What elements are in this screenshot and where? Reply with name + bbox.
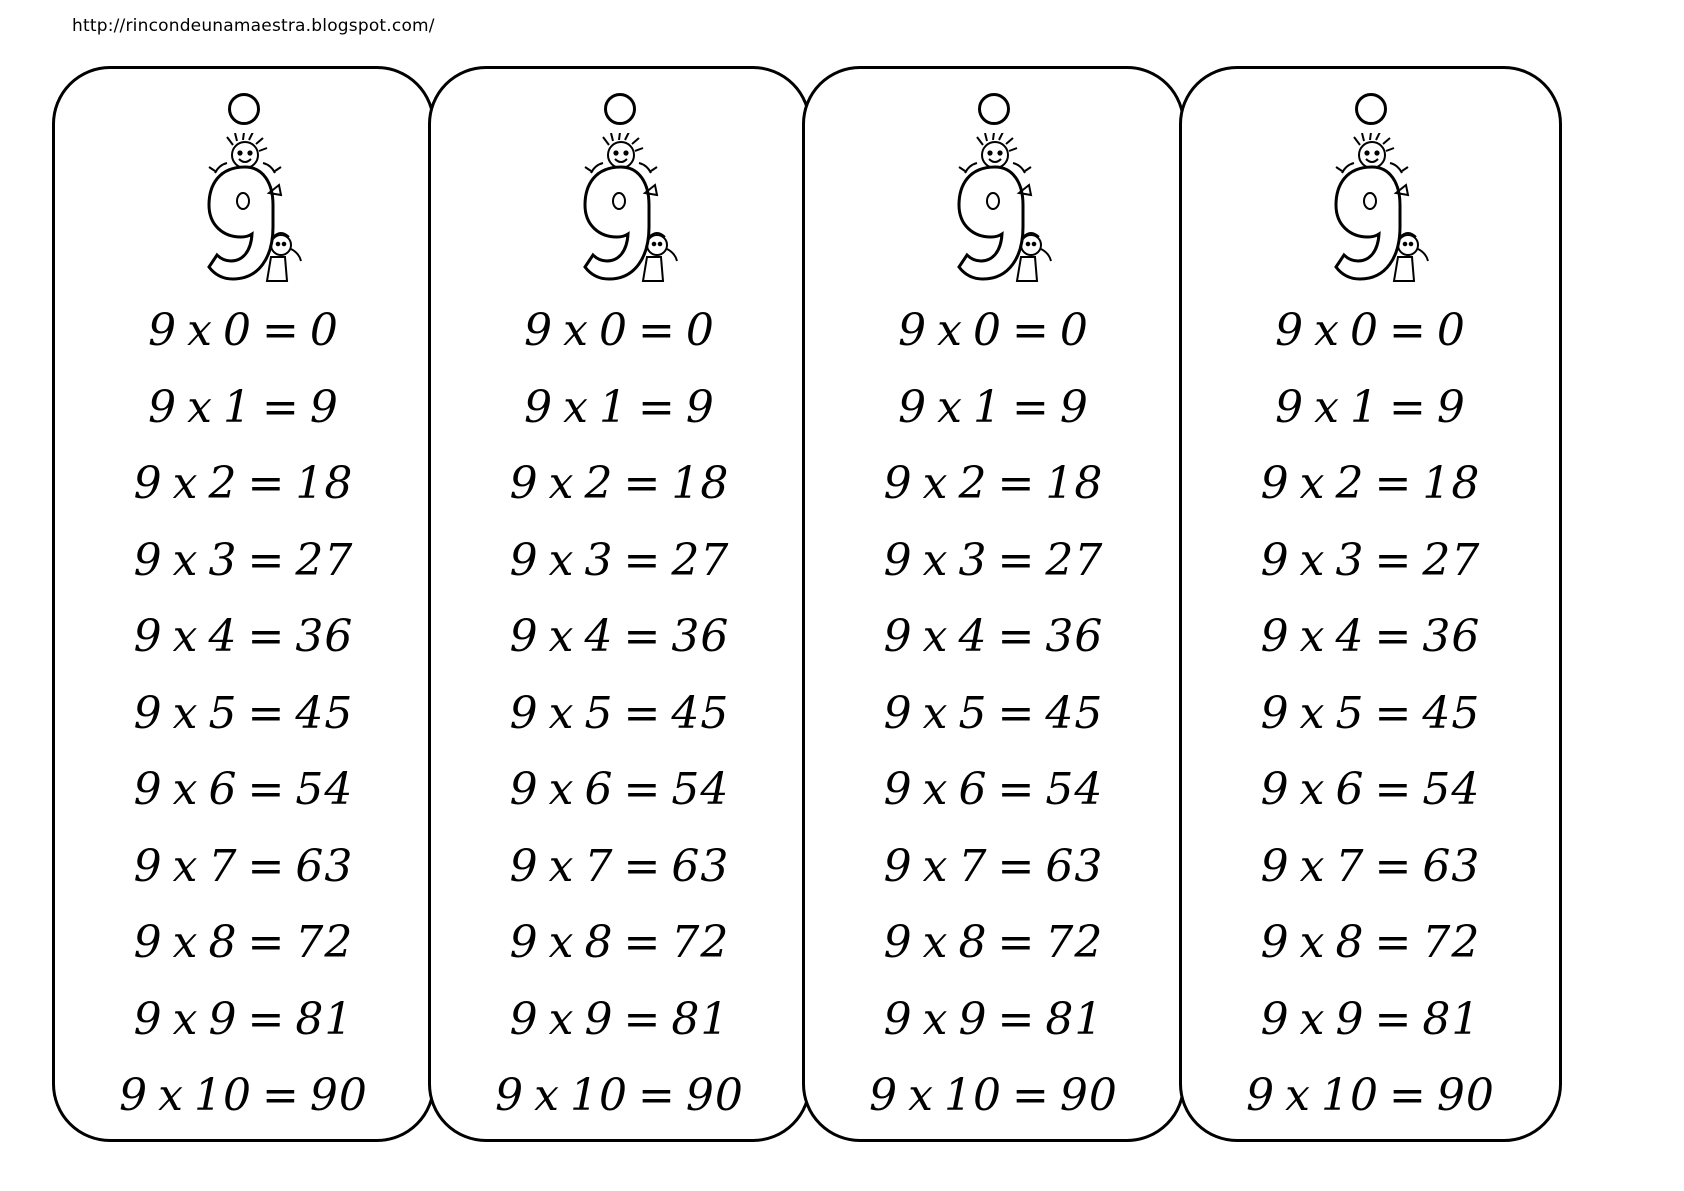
- product: 54: [1422, 764, 1481, 815]
- table-row: [55, 446, 432, 523]
- equals-sign: =: [247, 534, 286, 586]
- factor-a: 9: [133, 458, 163, 509]
- table-row: [1182, 446, 1559, 523]
- factor-a: 9: [133, 993, 163, 1045]
- times-sign: x: [563, 381, 589, 433]
- product: 81: [1422, 993, 1481, 1045]
- table-row: [55, 1058, 432, 1135]
- times-sign: x: [922, 917, 949, 968]
- factor-a: 9: [509, 611, 539, 662]
- factor-b: 6: [584, 764, 614, 815]
- times-sign: x: [548, 840, 575, 892]
- factor-a: 9: [1260, 458, 1290, 509]
- factor-a: 9: [1260, 687, 1290, 739]
- table-row: [805, 523, 1182, 600]
- factor-a: 9: [133, 917, 163, 968]
- factor-b: 2: [584, 458, 614, 509]
- factor-a: 9: [883, 764, 913, 815]
- factor-a: 9: [883, 534, 913, 586]
- times-sign: x: [1299, 764, 1326, 815]
- factor-a: 9: [509, 764, 539, 815]
- table-row: [55, 752, 432, 829]
- factor-a: 9: [869, 1070, 899, 1121]
- product: 63: [295, 840, 354, 892]
- times-sign: x: [922, 534, 949, 586]
- equals-sign: =: [637, 1070, 676, 1121]
- equals-sign: =: [637, 305, 676, 356]
- product: 72: [1045, 917, 1104, 968]
- times-sign: x: [922, 993, 949, 1045]
- factor-b: 0: [222, 305, 252, 356]
- table-row: [805, 446, 1182, 523]
- times-sign: x: [1285, 1070, 1311, 1121]
- equals-sign: =: [997, 764, 1036, 815]
- table-row: [431, 676, 808, 753]
- table-row: [55, 829, 432, 906]
- factor-b: 4: [1335, 611, 1365, 662]
- bookmark-sheet: [52, 66, 1660, 1142]
- product: 63: [671, 840, 730, 892]
- equals-sign: =: [261, 381, 300, 433]
- equals-sign: =: [997, 993, 1036, 1045]
- equals-sign: =: [1388, 381, 1427, 433]
- table-row: [55, 523, 432, 600]
- factor-b: 8: [958, 917, 988, 968]
- product: 54: [671, 764, 730, 815]
- equals-sign: =: [247, 458, 286, 509]
- factor-b: 5: [584, 687, 614, 739]
- factor-a: 9: [883, 840, 913, 892]
- product: 90: [1436, 1070, 1495, 1121]
- hole-punch-icon: [228, 93, 260, 125]
- equals-sign: =: [1374, 611, 1413, 662]
- factor-b: 1: [972, 381, 1002, 433]
- multiplication-table: [805, 293, 1182, 1135]
- factor-a: 9: [148, 305, 178, 356]
- factor-b: 10: [569, 1070, 628, 1121]
- factor-b: 7: [584, 840, 614, 892]
- equals-sign: =: [261, 1070, 300, 1121]
- table-row: [1182, 676, 1559, 753]
- equals-sign: =: [247, 993, 286, 1045]
- times-sign: x: [1299, 993, 1326, 1045]
- table-row: [1182, 982, 1559, 1059]
- hole-punch-icon: [604, 93, 636, 125]
- factor-a: 9: [1260, 993, 1290, 1045]
- equals-sign: =: [997, 687, 1036, 739]
- equals-sign: =: [997, 840, 1036, 892]
- factor-b: 4: [958, 611, 988, 662]
- product: 18: [295, 458, 354, 509]
- factor-b: 6: [208, 764, 238, 815]
- times-sign: x: [1314, 381, 1340, 433]
- table-row: [431, 1058, 808, 1135]
- factor-b: 2: [208, 458, 238, 509]
- times-sign: x: [922, 687, 949, 739]
- times-sign: x: [158, 1070, 184, 1121]
- product: 0: [1059, 305, 1089, 356]
- factor-a: 9: [898, 381, 928, 433]
- factor-b: 8: [1335, 917, 1365, 968]
- factor-a: 9: [1275, 381, 1305, 433]
- equals-sign: =: [247, 687, 286, 739]
- equals-sign: =: [1374, 687, 1413, 739]
- product: 36: [1422, 611, 1481, 662]
- times-sign: x: [548, 917, 575, 968]
- equals-sign: =: [623, 534, 662, 586]
- product: 36: [1045, 611, 1104, 662]
- factor-b: 6: [1335, 764, 1365, 815]
- product: 45: [671, 687, 730, 739]
- times-sign: x: [1314, 305, 1340, 356]
- factor-b: 10: [193, 1070, 252, 1121]
- factor-b: 6: [958, 764, 988, 815]
- times-sign: x: [548, 687, 575, 739]
- factor-a: 9: [883, 458, 913, 509]
- table-row: [431, 446, 808, 523]
- times-sign: x: [548, 993, 575, 1045]
- equals-sign: =: [623, 764, 662, 815]
- factor-a: 9: [509, 917, 539, 968]
- table-row: [805, 982, 1182, 1059]
- multiplication-table: [1182, 293, 1559, 1135]
- factor-b: 2: [958, 458, 988, 509]
- product: 9: [309, 381, 339, 433]
- product: 81: [1045, 993, 1104, 1045]
- hole-punch-icon: [978, 93, 1010, 125]
- factor-a: 9: [509, 840, 539, 892]
- times-sign: x: [1299, 611, 1326, 662]
- product: 9: [1436, 381, 1466, 433]
- table-row: [55, 676, 432, 753]
- product: 0: [1436, 305, 1466, 356]
- factor-b: 5: [958, 687, 988, 739]
- factor-b: 7: [208, 840, 238, 892]
- table-row: [1182, 293, 1559, 370]
- times-sign: x: [937, 305, 963, 356]
- table-row: [431, 829, 808, 906]
- factor-b: 5: [208, 687, 238, 739]
- source-url: http://rincondeunamaestra.blogspot.com/: [72, 16, 435, 36]
- equals-sign: =: [997, 458, 1036, 509]
- times-sign: x: [534, 1070, 560, 1121]
- factor-a: 9: [119, 1070, 149, 1121]
- factor-a: 9: [1260, 917, 1290, 968]
- table-row: [55, 370, 432, 447]
- factor-b: 4: [208, 611, 238, 662]
- product: 9: [1059, 381, 1089, 433]
- factor-a: 9: [509, 687, 539, 739]
- times-sign: x: [172, 840, 199, 892]
- factor-a: 9: [509, 534, 539, 586]
- equals-sign: =: [1011, 305, 1050, 356]
- equals-sign: =: [1011, 381, 1050, 433]
- product: 36: [295, 611, 354, 662]
- times-sign: x: [187, 381, 213, 433]
- product: 90: [1059, 1070, 1118, 1121]
- bookmark-card-1: [52, 66, 435, 1142]
- times-sign: x: [172, 687, 199, 739]
- factor-b: 10: [1320, 1070, 1379, 1121]
- factor-b: 4: [584, 611, 614, 662]
- factor-b: 3: [208, 534, 238, 586]
- times-sign: x: [922, 764, 949, 815]
- product: 27: [1045, 534, 1104, 586]
- table-row: [805, 752, 1182, 829]
- times-sign: x: [1299, 687, 1326, 739]
- product: 18: [671, 458, 730, 509]
- factor-b: 5: [1335, 687, 1365, 739]
- table-row: [805, 905, 1182, 982]
- equals-sign: =: [1374, 764, 1413, 815]
- factor-b: 0: [972, 305, 1002, 356]
- factor-a: 9: [524, 381, 554, 433]
- factor-a: 9: [133, 764, 163, 815]
- table-row: [431, 293, 808, 370]
- multiplication-table: [431, 293, 808, 1135]
- factor-b: 1: [598, 381, 628, 433]
- factor-b: 10: [943, 1070, 1002, 1121]
- table-row: [805, 370, 1182, 447]
- times-sign: x: [1299, 840, 1326, 892]
- product: 9: [685, 381, 715, 433]
- factor-b: 9: [1335, 993, 1365, 1045]
- factor-a: 9: [509, 993, 539, 1045]
- table-row: [431, 982, 808, 1059]
- table-row: [431, 599, 808, 676]
- equals-sign: =: [1388, 1070, 1427, 1121]
- table-row: [1182, 523, 1559, 600]
- times-sign: x: [922, 611, 949, 662]
- product: 72: [671, 917, 730, 968]
- product: 72: [1422, 917, 1481, 968]
- table-row: [431, 905, 808, 982]
- factor-a: 9: [1260, 611, 1290, 662]
- table-row: [805, 1058, 1182, 1135]
- times-sign: x: [563, 305, 589, 356]
- product: 0: [309, 305, 339, 356]
- product: 27: [295, 534, 354, 586]
- equals-sign: =: [997, 917, 1036, 968]
- product: 90: [685, 1070, 744, 1121]
- times-sign: x: [908, 1070, 934, 1121]
- factor-a: 9: [1275, 305, 1305, 356]
- times-sign: x: [548, 611, 575, 662]
- factor-b: 0: [1349, 305, 1379, 356]
- product: 27: [1422, 534, 1481, 586]
- product: 81: [671, 993, 730, 1045]
- factor-b: 3: [1335, 534, 1365, 586]
- table-row: [1182, 1058, 1559, 1135]
- product: 63: [1422, 840, 1481, 892]
- factor-b: 9: [958, 993, 988, 1045]
- times-sign: x: [1299, 534, 1326, 586]
- factor-a: 9: [1260, 840, 1290, 892]
- number-nine-kids-icon: [1306, 133, 1436, 293]
- product: 36: [671, 611, 730, 662]
- table-row: [431, 370, 808, 447]
- factor-a: 9: [509, 458, 539, 509]
- table-row: [55, 599, 432, 676]
- factor-a: 9: [883, 917, 913, 968]
- factor-a: 9: [883, 611, 913, 662]
- equals-sign: =: [997, 611, 1036, 662]
- factor-b: 9: [208, 993, 238, 1045]
- equals-sign: =: [623, 993, 662, 1045]
- hole-punch-icon: [1355, 93, 1387, 125]
- factor-b: 1: [222, 381, 252, 433]
- number-nine-kids-icon: [929, 133, 1059, 293]
- factor-b: 9: [584, 993, 614, 1045]
- factor-a: 9: [883, 993, 913, 1045]
- equals-sign: =: [247, 611, 286, 662]
- times-sign: x: [937, 381, 963, 433]
- factor-a: 9: [883, 687, 913, 739]
- product: 54: [295, 764, 354, 815]
- factor-b: 1: [1349, 381, 1379, 433]
- product: 72: [295, 917, 354, 968]
- table-row: [805, 829, 1182, 906]
- product: 45: [1045, 687, 1104, 739]
- equals-sign: =: [623, 687, 662, 739]
- times-sign: x: [172, 534, 199, 586]
- times-sign: x: [1299, 917, 1326, 968]
- table-row: [55, 982, 432, 1059]
- equals-sign: =: [1011, 1070, 1050, 1121]
- product: 0: [685, 305, 715, 356]
- factor-b: 0: [598, 305, 628, 356]
- equals-sign: =: [247, 764, 286, 815]
- equals-sign: =: [247, 840, 286, 892]
- factor-a: 9: [1246, 1070, 1276, 1121]
- factor-a: 9: [133, 687, 163, 739]
- table-row: [1182, 370, 1559, 447]
- equals-sign: =: [623, 840, 662, 892]
- factor-a: 9: [133, 611, 163, 662]
- bookmark-card-2: [428, 66, 811, 1142]
- factor-a: 9: [495, 1070, 525, 1121]
- factor-a: 9: [148, 381, 178, 433]
- times-sign: x: [187, 305, 213, 356]
- times-sign: x: [172, 764, 199, 815]
- factor-b: 7: [958, 840, 988, 892]
- table-row: [431, 523, 808, 600]
- product: 45: [295, 687, 354, 739]
- equals-sign: =: [623, 611, 662, 662]
- product: 54: [1045, 764, 1104, 815]
- factor-a: 9: [133, 840, 163, 892]
- table-row: [55, 905, 432, 982]
- times-sign: x: [922, 458, 949, 509]
- table-row: [1182, 905, 1559, 982]
- factor-b: 2: [1335, 458, 1365, 509]
- equals-sign: =: [1374, 993, 1413, 1045]
- table-row: [1182, 829, 1559, 906]
- table-row: [805, 676, 1182, 753]
- number-nine-kids-icon: [555, 133, 685, 293]
- table-row: [1182, 599, 1559, 676]
- product: 45: [1422, 687, 1481, 739]
- product: 27: [671, 534, 730, 586]
- factor-b: 3: [958, 534, 988, 586]
- product: 90: [309, 1070, 368, 1121]
- table-row: [431, 752, 808, 829]
- multiplication-table: [55, 293, 432, 1135]
- factor-a: 9: [524, 305, 554, 356]
- bookmark-card-4: [1179, 66, 1562, 1142]
- number-nine-kids-icon: [179, 133, 309, 293]
- times-sign: x: [172, 611, 199, 662]
- factor-a: 9: [1260, 764, 1290, 815]
- times-sign: x: [172, 458, 199, 509]
- table-row: [805, 293, 1182, 370]
- times-sign: x: [548, 458, 575, 509]
- times-sign: x: [172, 993, 199, 1045]
- factor-a: 9: [1260, 534, 1290, 586]
- factor-b: 8: [208, 917, 238, 968]
- table-row: [55, 293, 432, 370]
- product: 18: [1422, 458, 1481, 509]
- factor-b: 8: [584, 917, 614, 968]
- equals-sign: =: [1374, 840, 1413, 892]
- product: 63: [1045, 840, 1104, 892]
- table-row: [805, 599, 1182, 676]
- equals-sign: =: [261, 305, 300, 356]
- equals-sign: =: [997, 534, 1036, 586]
- factor-b: 3: [584, 534, 614, 586]
- product: 18: [1045, 458, 1104, 509]
- factor-a: 9: [133, 534, 163, 586]
- equals-sign: =: [623, 458, 662, 509]
- times-sign: x: [172, 917, 199, 968]
- times-sign: x: [922, 840, 949, 892]
- bookmark-card-3: [802, 66, 1185, 1142]
- times-sign: x: [1299, 458, 1326, 509]
- equals-sign: =: [1374, 917, 1413, 968]
- equals-sign: =: [1374, 534, 1413, 586]
- equals-sign: =: [623, 917, 662, 968]
- equals-sign: =: [637, 381, 676, 433]
- factor-a: 9: [898, 305, 928, 356]
- equals-sign: =: [1388, 305, 1427, 356]
- table-row: [1182, 752, 1559, 829]
- equals-sign: =: [1374, 458, 1413, 509]
- product: 81: [295, 993, 354, 1045]
- equals-sign: =: [247, 917, 286, 968]
- times-sign: x: [548, 764, 575, 815]
- factor-b: 7: [1335, 840, 1365, 892]
- times-sign: x: [548, 534, 575, 586]
